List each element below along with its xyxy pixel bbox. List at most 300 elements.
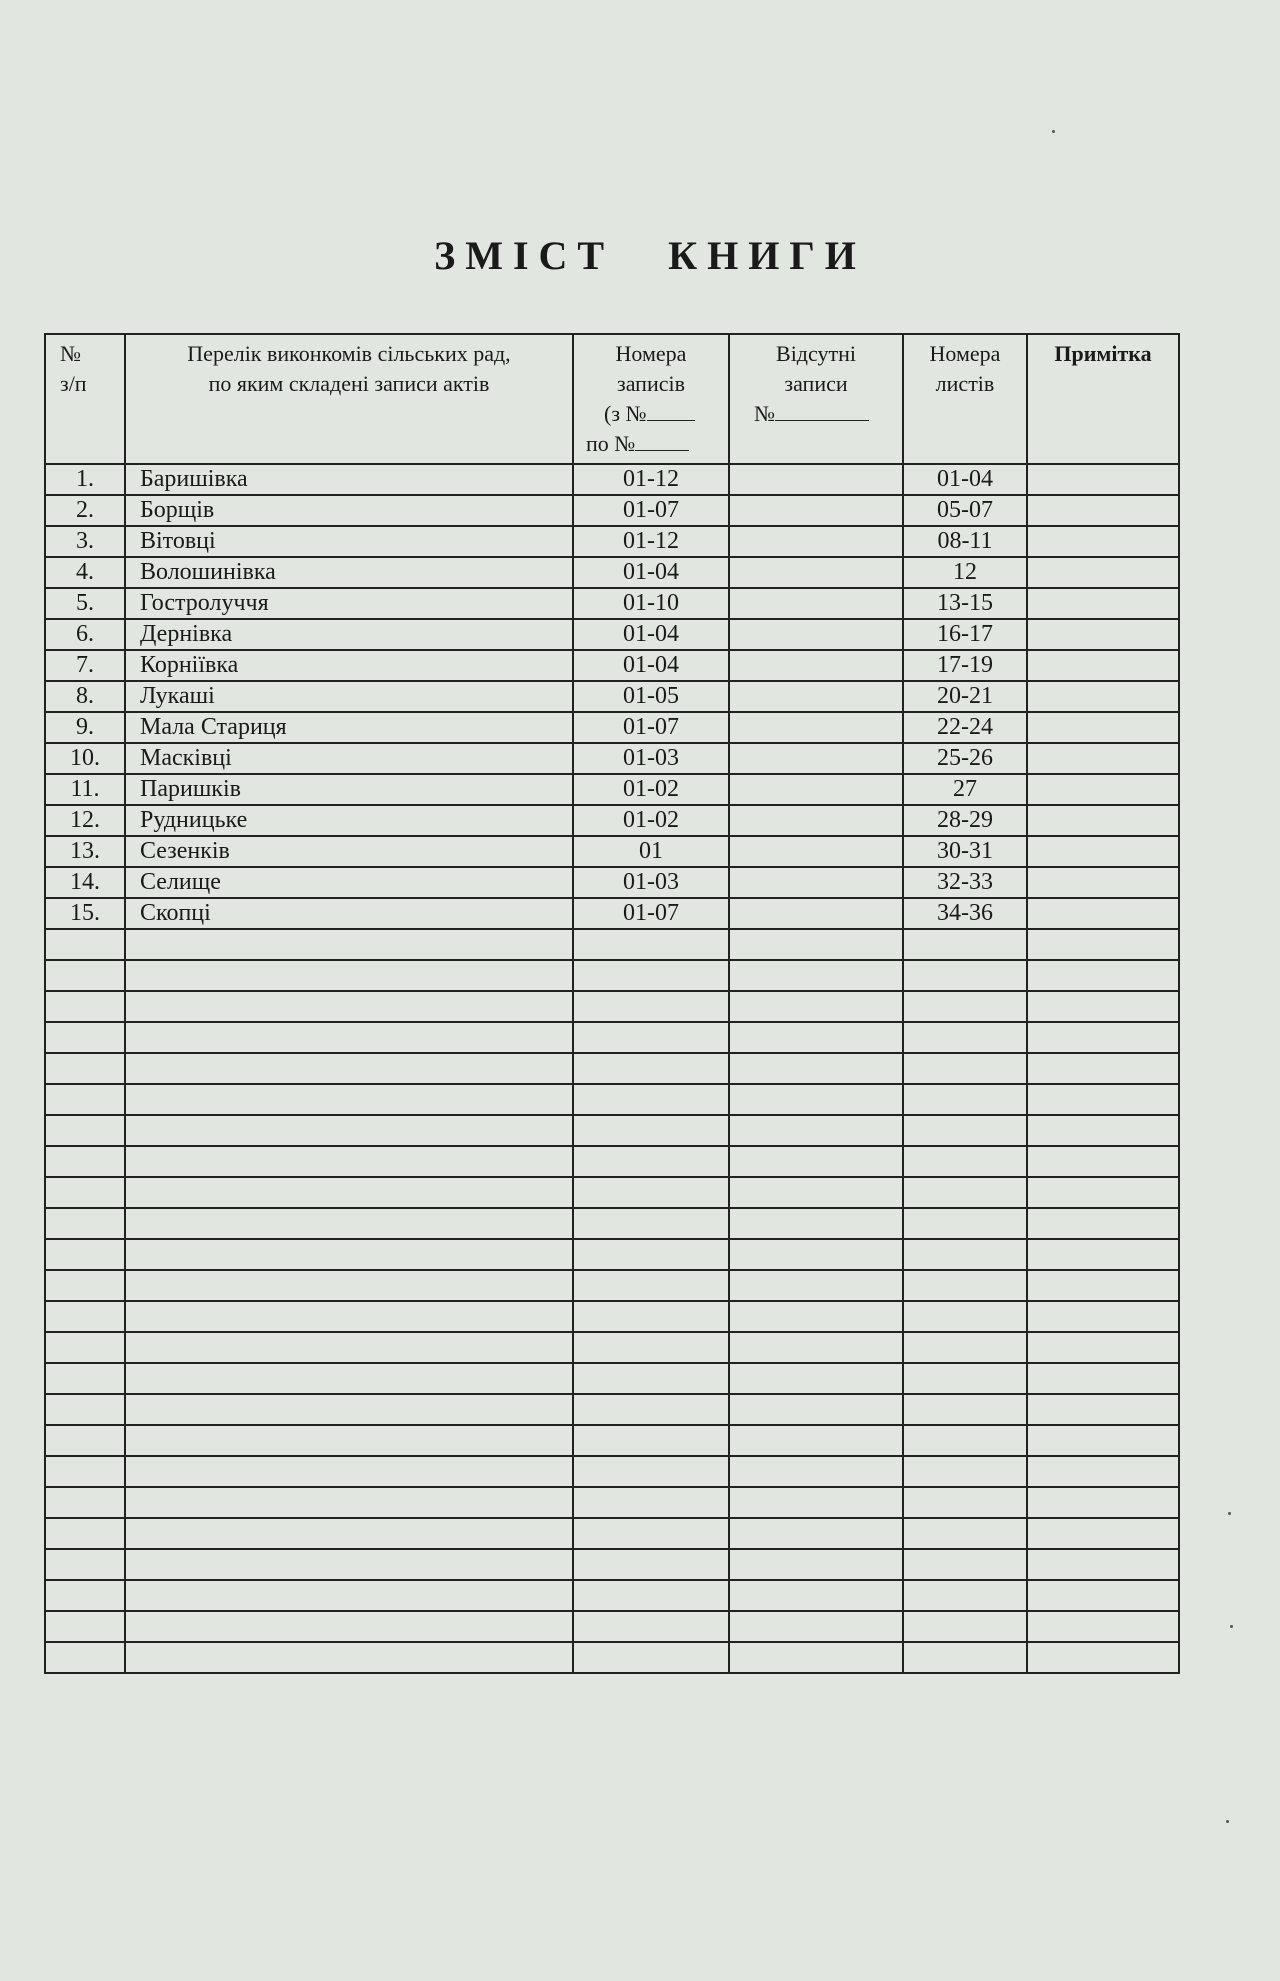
empty-cell xyxy=(573,991,729,1022)
table-row xyxy=(45,805,1179,836)
empty-cell xyxy=(729,991,903,1022)
missing-records-cell xyxy=(729,464,903,495)
sheet-numbers-cell: 25-26 xyxy=(903,743,1027,774)
missing-records-cell xyxy=(729,898,903,929)
empty-cell xyxy=(903,1270,1027,1301)
empty-cell xyxy=(1027,1394,1179,1425)
table-row xyxy=(45,867,1179,898)
empty-cell xyxy=(1027,1642,1179,1673)
empty-cell xyxy=(125,1394,573,1425)
empty-cell xyxy=(1027,991,1179,1022)
empty-cell xyxy=(573,1270,729,1301)
header-note xyxy=(1027,334,1179,464)
record-numbers-cell: 01-10 xyxy=(573,588,729,619)
empty-cell xyxy=(573,1642,729,1673)
note-cell xyxy=(1027,619,1179,650)
missing-records-cell xyxy=(729,743,903,774)
row-number-cell: 14. xyxy=(45,867,125,898)
empty-cell xyxy=(903,1239,1027,1270)
empty-cell xyxy=(729,1084,903,1115)
empty-cell xyxy=(903,1053,1027,1084)
empty-cell xyxy=(125,1146,573,1177)
sheet-numbers-cell: 28-29 xyxy=(903,805,1027,836)
note-cell xyxy=(1027,495,1179,526)
header-records-line4: по № xyxy=(586,431,636,456)
row-number-cell: 1. xyxy=(45,464,125,495)
empty-cell xyxy=(125,929,573,960)
paper-speck xyxy=(1052,130,1055,133)
empty-cell xyxy=(729,1518,903,1549)
empty-table-row xyxy=(45,1270,1179,1301)
row-number-cell: 12. xyxy=(45,805,125,836)
row-number-cell: 11. xyxy=(45,774,125,805)
empty-cell xyxy=(125,1332,573,1363)
header-number-line2: з/п xyxy=(60,371,87,396)
empty-table-row xyxy=(45,1177,1179,1208)
record-numbers-cell: 01 xyxy=(573,836,729,867)
header-missing-line3: № xyxy=(754,401,775,426)
council-name-cell: Масківці xyxy=(125,743,573,774)
empty-cell xyxy=(125,1053,573,1084)
empty-cell xyxy=(903,1425,1027,1456)
empty-cell xyxy=(45,1518,125,1549)
table-row xyxy=(45,681,1179,712)
note-cell xyxy=(1027,836,1179,867)
empty-cell xyxy=(45,1580,125,1611)
empty-cell xyxy=(45,1611,125,1642)
contents-table xyxy=(44,333,1180,1674)
empty-cell xyxy=(903,1208,1027,1239)
empty-cell xyxy=(1027,1425,1179,1456)
empty-cell xyxy=(125,1487,573,1518)
empty-cell xyxy=(903,1611,1027,1642)
empty-cell xyxy=(573,1115,729,1146)
sheet-numbers-cell: 27 xyxy=(903,774,1027,805)
missing-records-cell xyxy=(729,526,903,557)
empty-cell xyxy=(729,1425,903,1456)
empty-cell xyxy=(1027,1270,1179,1301)
missing-records-cell xyxy=(729,495,903,526)
council-name-cell: Волошинівка xyxy=(125,557,573,588)
empty-cell xyxy=(125,1363,573,1394)
missing-records-cell xyxy=(729,712,903,743)
empty-cell xyxy=(903,1022,1027,1053)
empty-cell xyxy=(729,1208,903,1239)
empty-table-row xyxy=(45,1022,1179,1053)
empty-cell xyxy=(573,1177,729,1208)
row-number-cell: 13. xyxy=(45,836,125,867)
empty-cell xyxy=(45,991,125,1022)
table-row xyxy=(45,557,1179,588)
header-sheets-line2: листів xyxy=(935,371,995,396)
empty-cell xyxy=(45,1022,125,1053)
council-name-cell: Сезенків xyxy=(125,836,573,867)
empty-table-row xyxy=(45,1549,1179,1580)
note-cell xyxy=(1027,588,1179,619)
empty-cell xyxy=(729,960,903,991)
sheet-numbers-cell: 17-19 xyxy=(903,650,1027,681)
council-name-cell: Гостролуччя xyxy=(125,588,573,619)
empty-cell xyxy=(45,1084,125,1115)
empty-cell xyxy=(903,1332,1027,1363)
empty-cell xyxy=(903,1456,1027,1487)
empty-table-row xyxy=(45,1580,1179,1611)
empty-cell xyxy=(729,1487,903,1518)
row-number-cell: 3. xyxy=(45,526,125,557)
note-cell xyxy=(1027,526,1179,557)
empty-cell xyxy=(573,1146,729,1177)
header-sheet-numbers xyxy=(903,334,1027,464)
table-row xyxy=(45,526,1179,557)
empty-cell xyxy=(903,1580,1027,1611)
header-sheets-line1: Номера xyxy=(929,341,1001,366)
sheet-numbers-cell: 13-15 xyxy=(903,588,1027,619)
record-numbers-cell: 01-04 xyxy=(573,557,729,588)
header-number xyxy=(45,334,125,464)
empty-cell xyxy=(729,1270,903,1301)
council-name-cell: Скопці xyxy=(125,898,573,929)
row-number-cell: 5. xyxy=(45,588,125,619)
council-name-cell: Паришків xyxy=(125,774,573,805)
empty-table-row xyxy=(45,1115,1179,1146)
empty-cell xyxy=(45,1332,125,1363)
missing-records-cell xyxy=(729,805,903,836)
empty-cell xyxy=(573,1053,729,1084)
empty-cell xyxy=(125,1642,573,1673)
empty-cell xyxy=(573,1518,729,1549)
empty-cell xyxy=(903,1177,1027,1208)
empty-cell xyxy=(1027,1208,1179,1239)
empty-cell xyxy=(45,1239,125,1270)
empty-cell xyxy=(45,1394,125,1425)
empty-cell xyxy=(903,1487,1027,1518)
missing-records-cell xyxy=(729,650,903,681)
council-name-cell: Борщів xyxy=(125,495,573,526)
empty-cell xyxy=(1027,1456,1179,1487)
empty-cell xyxy=(1027,1146,1179,1177)
empty-cell xyxy=(573,1425,729,1456)
empty-cell xyxy=(45,1177,125,1208)
table-row xyxy=(45,588,1179,619)
empty-cell xyxy=(1027,1363,1179,1394)
note-cell xyxy=(1027,898,1179,929)
empty-cell xyxy=(125,1549,573,1580)
record-numbers-cell: 01-04 xyxy=(573,650,729,681)
empty-cell xyxy=(1027,960,1179,991)
row-number-cell: 10. xyxy=(45,743,125,774)
empty-cell xyxy=(903,929,1027,960)
empty-cell xyxy=(125,1518,573,1549)
empty-cell xyxy=(729,1301,903,1332)
empty-cell xyxy=(45,1115,125,1146)
row-number-cell: 4. xyxy=(45,557,125,588)
sheet-numbers-cell: 32-33 xyxy=(903,867,1027,898)
empty-cell xyxy=(125,1425,573,1456)
table-row xyxy=(45,619,1179,650)
page-title: ЗМІСТ КНИГИ xyxy=(434,233,866,278)
empty-cell xyxy=(1027,1580,1179,1611)
header-note-label: Примітка xyxy=(1054,341,1152,366)
empty-cell xyxy=(125,1022,573,1053)
sheet-numbers-cell: 34-36 xyxy=(903,898,1027,929)
sheet-numbers-cell: 16-17 xyxy=(903,619,1027,650)
empty-cell xyxy=(125,1177,573,1208)
note-cell xyxy=(1027,650,1179,681)
table-row xyxy=(45,898,1179,929)
empty-cell xyxy=(729,1239,903,1270)
table-row xyxy=(45,774,1179,805)
empty-cell xyxy=(903,1642,1027,1673)
empty-cell xyxy=(903,1363,1027,1394)
empty-cell xyxy=(1027,1084,1179,1115)
empty-cell xyxy=(729,1642,903,1673)
sheet-numbers-cell: 01-04 xyxy=(903,464,1027,495)
empty-cell xyxy=(573,1456,729,1487)
empty-cell xyxy=(573,1332,729,1363)
empty-cell xyxy=(45,1208,125,1239)
table-row xyxy=(45,495,1179,526)
empty-cell xyxy=(573,1301,729,1332)
empty-cell xyxy=(573,1549,729,1580)
empty-table-row xyxy=(45,1425,1179,1456)
empty-cell xyxy=(45,1425,125,1456)
header-records-line3: (з № xyxy=(604,401,647,426)
empty-cell xyxy=(1027,929,1179,960)
empty-cell xyxy=(573,1394,729,1425)
record-numbers-cell: 01-07 xyxy=(573,495,729,526)
empty-cell xyxy=(573,1611,729,1642)
empty-cell xyxy=(903,960,1027,991)
blank-line xyxy=(775,420,869,421)
empty-cell xyxy=(729,1549,903,1580)
empty-cell xyxy=(45,929,125,960)
record-numbers-cell: 01-07 xyxy=(573,898,729,929)
empty-table-row xyxy=(45,960,1179,991)
header-council-line1: Перелік виконкомів сільських рад, xyxy=(187,341,511,366)
paper-speck xyxy=(1228,1512,1231,1515)
empty-cell xyxy=(573,1084,729,1115)
sheet-numbers-cell: 05-07 xyxy=(903,495,1027,526)
missing-records-cell xyxy=(729,619,903,650)
row-number-cell: 15. xyxy=(45,898,125,929)
empty-cell xyxy=(125,1270,573,1301)
empty-cell xyxy=(125,1611,573,1642)
council-name-cell: Рудницьке xyxy=(125,805,573,836)
note-cell xyxy=(1027,681,1179,712)
record-numbers-cell: 01-02 xyxy=(573,805,729,836)
council-name-cell: Дернівка xyxy=(125,619,573,650)
empty-cell xyxy=(903,1301,1027,1332)
council-name-cell: Вітовці xyxy=(125,526,573,557)
row-number-cell: 9. xyxy=(45,712,125,743)
empty-cell xyxy=(573,1363,729,1394)
empty-cell xyxy=(1027,1177,1179,1208)
empty-cell xyxy=(573,960,729,991)
paper-speck xyxy=(1230,1625,1233,1628)
empty-table-row xyxy=(45,1146,1179,1177)
record-numbers-cell: 01-12 xyxy=(573,464,729,495)
header-records-line1: Номера xyxy=(615,341,687,366)
sheet-numbers-cell: 08-11 xyxy=(903,526,1027,557)
note-cell xyxy=(1027,557,1179,588)
empty-cell xyxy=(573,1208,729,1239)
empty-cell xyxy=(729,1456,903,1487)
empty-cell xyxy=(729,1053,903,1084)
empty-cell xyxy=(125,1580,573,1611)
empty-cell xyxy=(903,991,1027,1022)
empty-cell xyxy=(573,1239,729,1270)
empty-cell xyxy=(1027,1115,1179,1146)
missing-records-cell xyxy=(729,588,903,619)
sheet-numbers-cell: 22-24 xyxy=(903,712,1027,743)
empty-cell xyxy=(125,1239,573,1270)
empty-cell xyxy=(729,1580,903,1611)
empty-cell xyxy=(903,1518,1027,1549)
empty-cell xyxy=(45,1301,125,1332)
empty-cell xyxy=(729,1146,903,1177)
empty-table-row xyxy=(45,1332,1179,1363)
empty-cell xyxy=(1027,1022,1179,1053)
table-row xyxy=(45,650,1179,681)
empty-cell xyxy=(1027,1487,1179,1518)
empty-cell xyxy=(45,1146,125,1177)
missing-records-cell xyxy=(729,681,903,712)
empty-cell xyxy=(729,1611,903,1642)
empty-cell xyxy=(573,929,729,960)
table-header-row xyxy=(45,334,1179,464)
table-row xyxy=(45,743,1179,774)
empty-cell xyxy=(125,1084,573,1115)
empty-table-row xyxy=(45,1301,1179,1332)
record-numbers-cell: 01-07 xyxy=(573,712,729,743)
empty-cell xyxy=(45,1053,125,1084)
note-cell xyxy=(1027,712,1179,743)
empty-table-row xyxy=(45,929,1179,960)
header-records-line2: записів xyxy=(617,371,685,396)
record-numbers-cell: 01-03 xyxy=(573,743,729,774)
note-cell xyxy=(1027,805,1179,836)
empty-cell xyxy=(573,1022,729,1053)
sheet-numbers-cell: 30-31 xyxy=(903,836,1027,867)
empty-cell xyxy=(125,1456,573,1487)
empty-cell xyxy=(45,1456,125,1487)
record-numbers-cell: 01-12 xyxy=(573,526,729,557)
missing-records-cell xyxy=(729,867,903,898)
empty-cell xyxy=(573,1580,729,1611)
empty-cell xyxy=(729,1363,903,1394)
empty-cell xyxy=(1027,1549,1179,1580)
empty-cell xyxy=(125,1301,573,1332)
empty-cell xyxy=(125,991,573,1022)
empty-cell xyxy=(729,1332,903,1363)
empty-cell xyxy=(45,1642,125,1673)
empty-cell xyxy=(1027,1301,1179,1332)
blank-line xyxy=(647,420,695,421)
sheet-numbers-cell: 12 xyxy=(903,557,1027,588)
table-row xyxy=(45,712,1179,743)
empty-cell xyxy=(729,1115,903,1146)
table-row xyxy=(45,464,1179,495)
empty-table-row xyxy=(45,1487,1179,1518)
empty-cell xyxy=(45,1487,125,1518)
note-cell xyxy=(1027,743,1179,774)
empty-cell xyxy=(729,1022,903,1053)
empty-cell xyxy=(1027,1332,1179,1363)
empty-cell xyxy=(903,1115,1027,1146)
empty-cell xyxy=(1027,1239,1179,1270)
header-council-list xyxy=(125,334,573,464)
row-number-cell: 6. xyxy=(45,619,125,650)
empty-table-row xyxy=(45,991,1179,1022)
table-row xyxy=(45,836,1179,867)
record-numbers-cell: 01-03 xyxy=(573,867,729,898)
header-missing-records xyxy=(729,334,903,464)
empty-cell xyxy=(573,1487,729,1518)
empty-cell xyxy=(45,1549,125,1580)
missing-records-cell xyxy=(729,774,903,805)
empty-table-row xyxy=(45,1456,1179,1487)
row-number-cell: 7. xyxy=(45,650,125,681)
empty-cell xyxy=(903,1549,1027,1580)
council-name-cell: Лукаші xyxy=(125,681,573,712)
empty-cell xyxy=(45,1363,125,1394)
empty-table-row xyxy=(45,1239,1179,1270)
sheet-numbers-cell: 20-21 xyxy=(903,681,1027,712)
empty-cell xyxy=(729,1394,903,1425)
header-record-numbers xyxy=(573,334,729,464)
empty-cell xyxy=(45,960,125,991)
header-missing-line2: записи xyxy=(784,371,848,396)
header-council-line2: по яким складені записи актів xyxy=(208,371,490,396)
note-cell xyxy=(1027,774,1179,805)
empty-table-row xyxy=(45,1518,1179,1549)
empty-table-row xyxy=(45,1208,1179,1239)
empty-table-row xyxy=(45,1642,1179,1673)
empty-table-row xyxy=(45,1394,1179,1425)
header-missing-line1: Відсутні xyxy=(776,341,856,366)
council-name-cell: Баришівка xyxy=(125,464,573,495)
empty-cell xyxy=(1027,1611,1179,1642)
council-name-cell: Селище xyxy=(125,867,573,898)
header-number-line1: № xyxy=(60,341,81,366)
empty-cell xyxy=(729,929,903,960)
row-number-cell: 2. xyxy=(45,495,125,526)
empty-cell xyxy=(125,1208,573,1239)
record-numbers-cell: 01-04 xyxy=(573,619,729,650)
empty-table-row xyxy=(45,1084,1179,1115)
note-cell xyxy=(1027,867,1179,898)
blank-line xyxy=(635,450,689,451)
row-number-cell: 8. xyxy=(45,681,125,712)
note-cell xyxy=(1027,464,1179,495)
empty-cell xyxy=(903,1146,1027,1177)
empty-table-row xyxy=(45,1053,1179,1084)
council-name-cell: Мала Стариця xyxy=(125,712,573,743)
missing-records-cell xyxy=(729,557,903,588)
empty-cell xyxy=(903,1394,1027,1425)
empty-cell xyxy=(903,1084,1027,1115)
empty-cell xyxy=(729,1177,903,1208)
empty-cell xyxy=(1027,1518,1179,1549)
empty-cell xyxy=(125,960,573,991)
paper-speck xyxy=(1226,1820,1229,1823)
empty-table-row xyxy=(45,1611,1179,1642)
empty-cell xyxy=(45,1270,125,1301)
empty-table-row xyxy=(45,1363,1179,1394)
missing-records-cell xyxy=(729,836,903,867)
empty-cell xyxy=(125,1115,573,1146)
record-numbers-cell: 01-02 xyxy=(573,774,729,805)
